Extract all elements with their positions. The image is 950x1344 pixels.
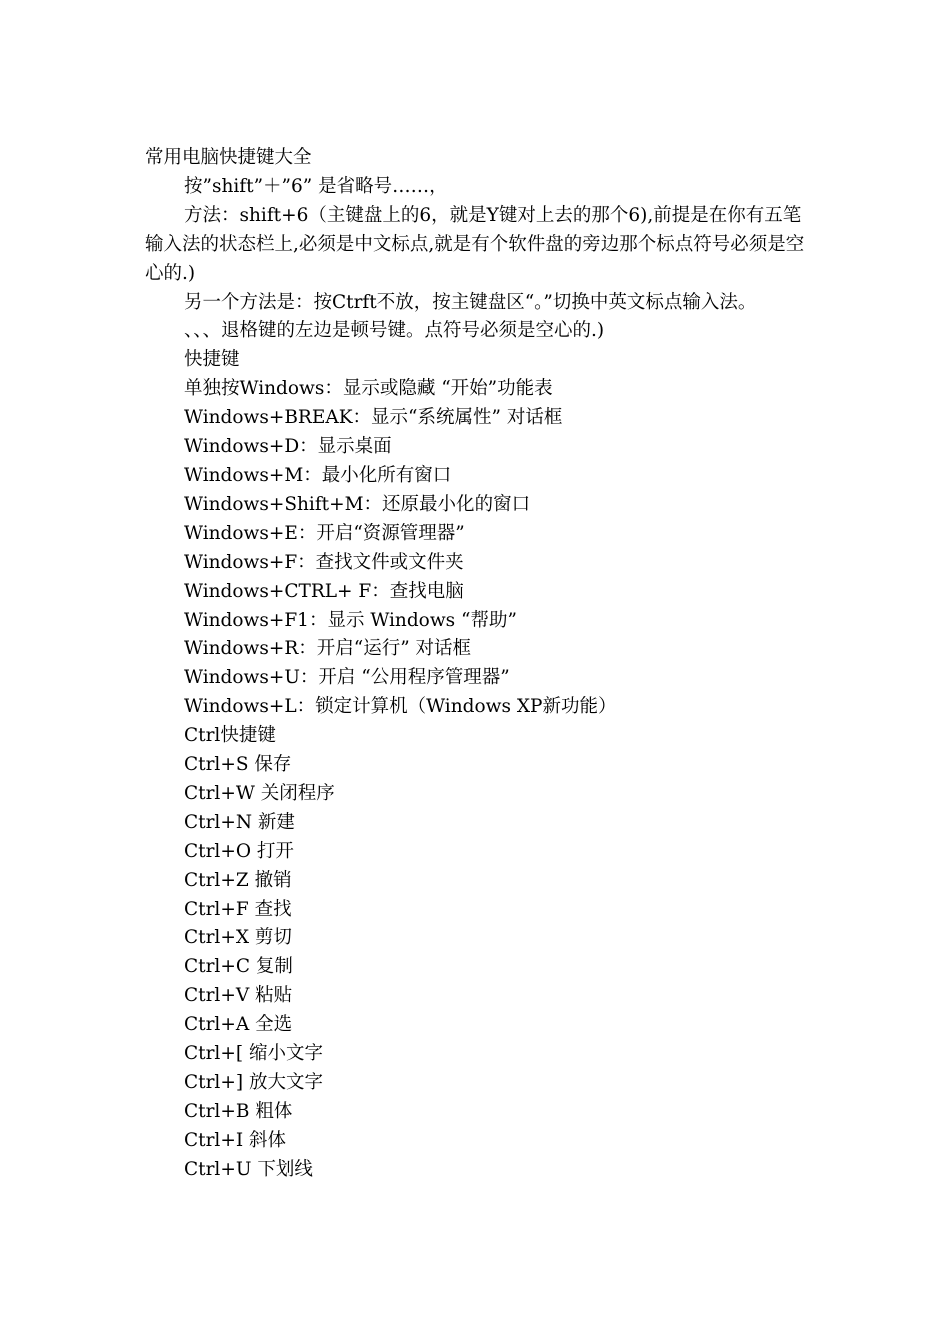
list-item: 单独按Windows：显示或隐藏 “开始”功能表: [184, 378, 553, 400]
list-item: Ctrl+C 复制: [184, 956, 293, 978]
list-item: Windows+Shift+M：还原最小化的窗口: [184, 493, 531, 515]
list-item: Ctrl+I 斜体: [184, 1129, 287, 1151]
list-item: Windows+U：开启 “公用程序管理器”: [184, 667, 510, 689]
list-item: Ctrl+X 剪切: [184, 927, 292, 949]
paragraph-method: 方法：shift+6（主键盘上的6，就是Y键对上去的那个6),前提是在你有五笔输入法的状态栏上,必须是中文标点,就是有个软件盘的旁边那个标点符号必须是空心的.): [145, 204, 805, 284]
list-item: Ctrl+] 放大文字: [184, 1072, 323, 1093]
paragraph-comma-key: 、、、退格键的左边是顿号键。点符号必须是空心的.): [184, 320, 605, 342]
list-item: Ctrl+B 粗体: [184, 1100, 293, 1122]
list-item: Windows+CTRL+ F：查找电脑: [184, 580, 464, 602]
list-item: Ctrl+W 关闭程序: [184, 782, 335, 804]
list-item: Windows+BREAK：显示“系统属性” 对话框: [184, 407, 563, 429]
list-item: Windows+D：显示桌面: [184, 436, 392, 458]
document-title: 常用电脑快捷键大全: [145, 147, 312, 168]
list-item: Windows+E：开启“资源管理器”: [184, 522, 465, 544]
list-item: Windows+F1：显示 Windows “帮助”: [184, 609, 517, 631]
list-item: Windows+M：最小化所有窗口: [184, 464, 452, 486]
list-item: Ctrl+N 新建: [184, 811, 295, 833]
list-item: Ctrl+U 下划线: [184, 1158, 313, 1180]
paragraph-ellipsis: 按”shift”＋”6” 是省略号……，: [184, 175, 448, 197]
document-body: [145, 144, 805, 1185]
list-item: Ctrl+A 全选: [184, 1014, 293, 1036]
list-item: Ctrl+Z 撤销: [184, 869, 292, 891]
list-item: Windows+F：查找文件或文件夹: [184, 551, 464, 573]
list-item: Ctrl+S 保存: [184, 754, 292, 776]
list-item: 快捷键: [184, 349, 240, 371]
list-item: Windows+L：锁定计算机（Windows XP新功能）: [184, 696, 617, 718]
shortcut-list: [145, 346, 805, 1184]
list-item: Windows+R：开启“运行” 对话框: [184, 638, 472, 660]
list-item: Ctrl+F 查找: [184, 898, 292, 920]
list-item: Ctrl+[ 缩小文字: [184, 1043, 323, 1065]
paragraph-alt-method: 另一个方法是：按Ctrft不放，按主键盘区“。”切换中英文标点输入法。: [184, 291, 757, 313]
list-item: Ctrl快捷键: [184, 725, 276, 747]
list-item: Ctrl+O 打开: [184, 840, 294, 862]
list-item: Ctrl+V 粘贴: [184, 985, 293, 1007]
